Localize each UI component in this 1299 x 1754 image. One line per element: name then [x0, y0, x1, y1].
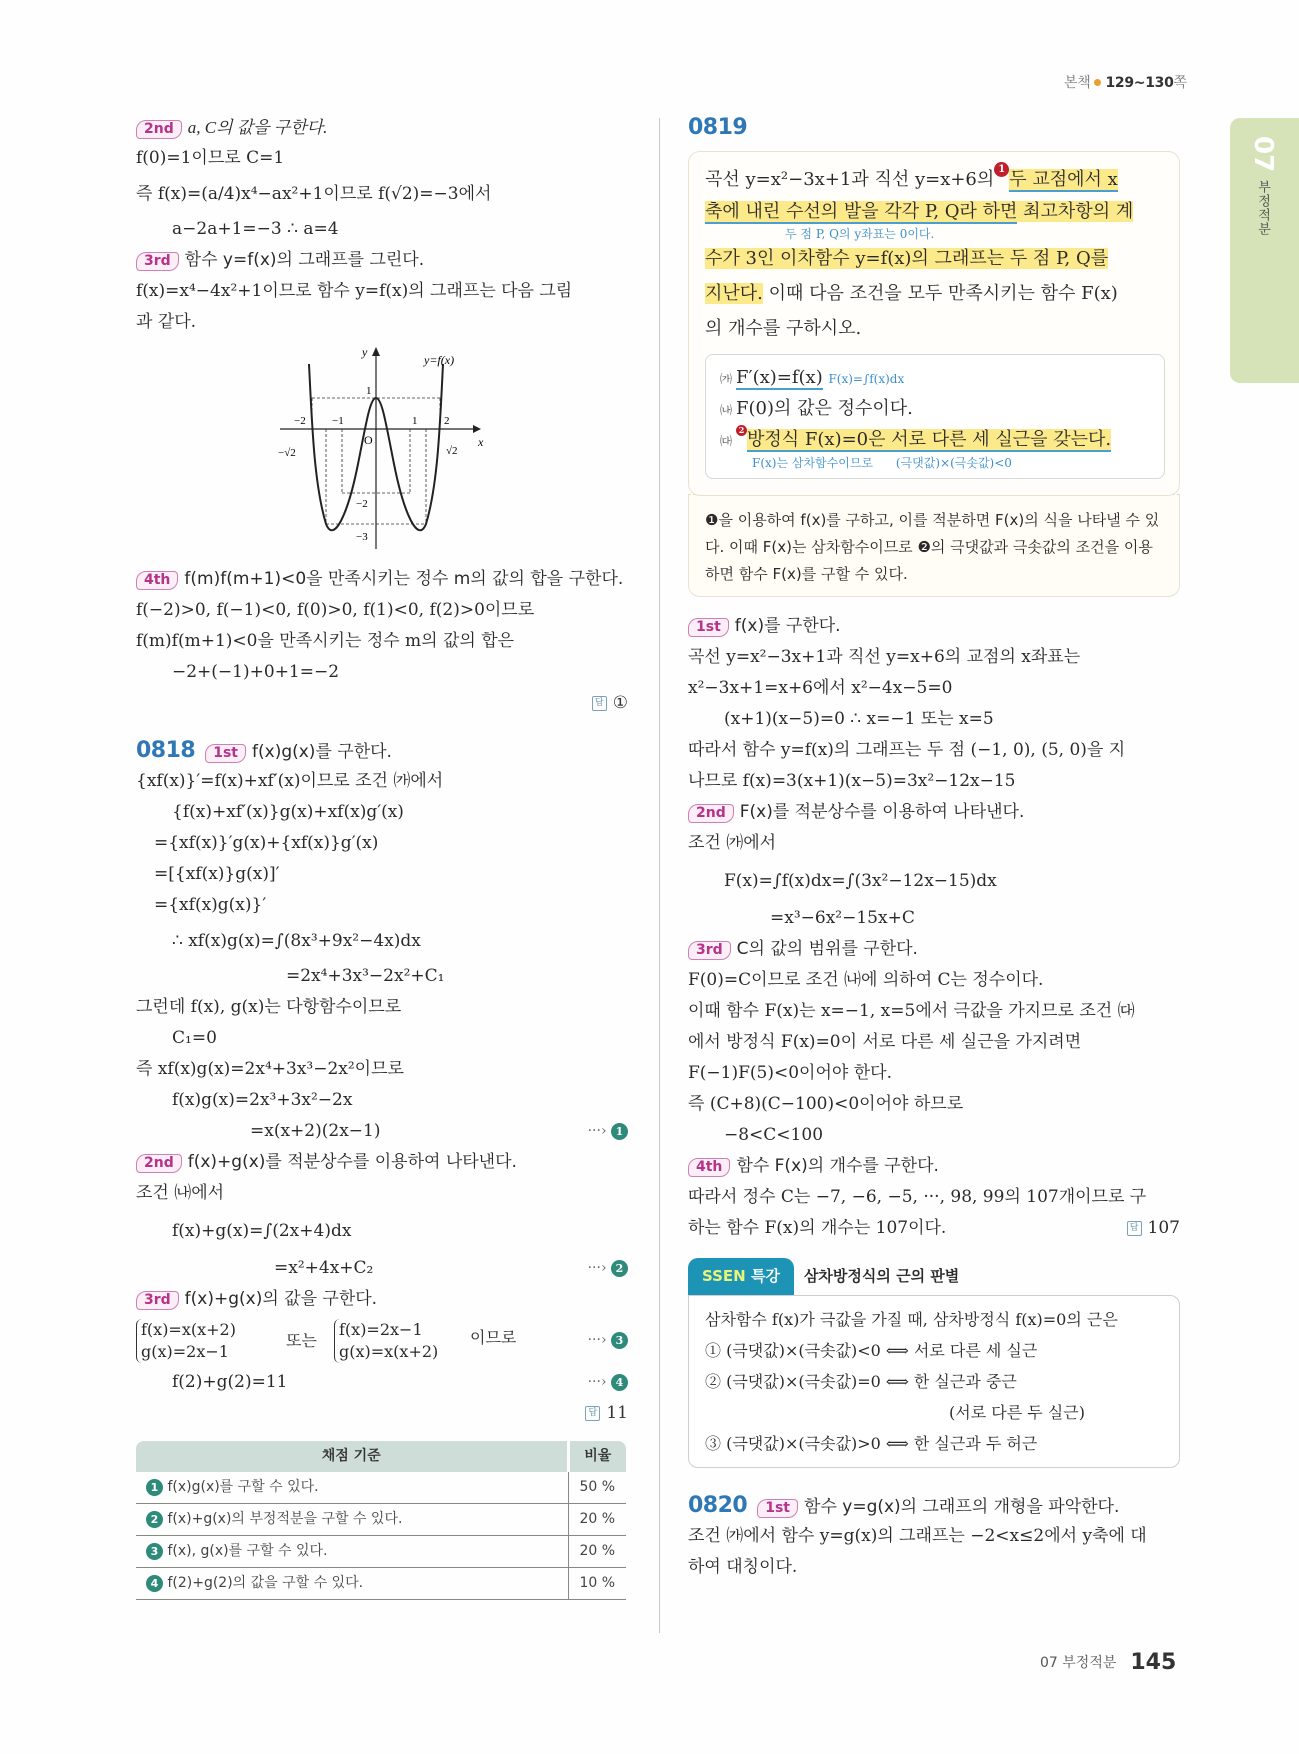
special-line: (서로 다른 두 실근)	[949, 1403, 1085, 1422]
condition-item	[720, 394, 1150, 425]
solution-line: f(x)=x⁴−4x²+1이므로 함수 y=f(x)의 그래프는 다음 그림	[136, 281, 573, 301]
table-row	[136, 1568, 626, 1600]
svg-text:x: x	[478, 435, 484, 449]
ref-label: 본책	[1064, 75, 1091, 91]
page-reference	[1064, 72, 1187, 92]
special-title: 삼차방정식의 근의 판별	[803, 1267, 960, 1285]
solution-line: (x+1)(x−5)=0 ∴ x=−1 또는 x=5	[724, 709, 994, 729]
problem-line	[705, 197, 1165, 227]
step-badge: 3rd	[136, 252, 179, 271]
question-number: 0818	[136, 738, 196, 763]
step-badge: 2nd	[136, 1154, 182, 1173]
problem-text: 이때 다음 조건을 모두 만족시키는 함수 F(x)	[762, 283, 1118, 304]
special-label: 특강	[745, 1267, 780, 1285]
step-badge: 3rd	[688, 941, 731, 960]
percent: 20 %	[568, 1536, 626, 1568]
highlighted-text: 방정식 F(x)=0은 서로 다른 세 실근을 갖는다.	[747, 429, 1112, 450]
equation: f(x)=2x−1	[339, 1320, 423, 1339]
step-title: f(x)를 구한다.	[734, 616, 841, 636]
solution-line: {xf(x)}′=f(x)+xf′(x)이므로 조건 ㈎에서	[136, 771, 444, 791]
answer-icon: 답	[592, 696, 607, 711]
suffix-text: 이므로	[470, 1328, 517, 1347]
solution-line	[136, 1116, 628, 1147]
solution-text: 하는 함수 F(x)의 개수는 107이다.	[688, 1218, 947, 1238]
percent: 50 %	[568, 1472, 626, 1504]
solution-line: =[{xf(x)}g(x)]′	[154, 864, 280, 884]
or-text: 또는	[286, 1331, 317, 1350]
conditions-box	[705, 354, 1165, 479]
criterion: f(x)g(x)를 구할 수 있다.	[167, 1479, 319, 1495]
footer-chapter: 07 부정적분	[1040, 1655, 1117, 1671]
marker-badge: 4	[611, 1374, 628, 1391]
ssen-tab	[688, 1258, 794, 1295]
table-row	[136, 1472, 626, 1504]
step-heading	[136, 245, 628, 276]
step-heading	[136, 112, 628, 143]
solution-line: {f(x)+xf′(x)}g(x)+xf(x)g′(x)	[172, 802, 404, 822]
table-row	[136, 1504, 626, 1536]
problem-box	[688, 151, 1180, 496]
solution-line: f(x)+g(x)=∫(2x+4)dx	[172, 1221, 352, 1241]
solution-line: F(0)=C이므로 조건 ㈏에 의하여 C는 정수이다.	[688, 970, 1044, 990]
hint-marker-1: 1	[994, 162, 1009, 177]
row-badge: 1	[146, 1479, 163, 1496]
problem-line	[705, 162, 1165, 197]
chapter-side-tab	[1230, 118, 1299, 383]
row-badge: 3	[146, 1543, 163, 1560]
svg-text:2: 2	[444, 415, 450, 427]
step-title: f(x)g(x)를 구한다.	[252, 742, 392, 762]
answer-icon: 답	[1127, 1221, 1142, 1236]
solution-line: ={xf(x)g(x)}′	[154, 895, 267, 915]
step-badge: 4th	[688, 1158, 730, 1177]
svg-text:O: O	[364, 433, 373, 447]
answer-value: 107	[1147, 1218, 1180, 1238]
solution-line: =x³−6x²−15x+C	[770, 908, 915, 928]
solution-line: 에서 방정식 F(x)=0이 서로 다른 세 실근을 가지려면	[688, 1032, 1082, 1052]
step-title: 함수 y=g(x)의 그래프의 개형을 파악한다.	[804, 1497, 1120, 1517]
function-graph	[136, 338, 628, 564]
page-footer	[1040, 1650, 1176, 1675]
special-box	[688, 1295, 1180, 1468]
marker-badge: 1	[611, 1123, 628, 1140]
question-heading	[136, 735, 628, 766]
question-number: 0819	[688, 115, 748, 140]
hint-marker-2: 2	[736, 425, 747, 436]
highlighted-text: 수가 3인 이차함수 y=f(x)의 그래프는 두 점 P, Q를	[705, 248, 1109, 269]
solution-line: ={xf(x)}′g(x)+{xf(x)}g′(x)	[154, 833, 379, 853]
step-title: a, C의 값을 구한다.	[187, 118, 328, 137]
solution-line: =2x⁴+3x³−2x²+C₁	[286, 966, 445, 986]
equation: g(x)=2x−1	[141, 1342, 229, 1361]
chapter-title: 부정적분	[1255, 180, 1270, 236]
solution-line: a−2a+1=−3 ∴ a=4	[172, 219, 339, 239]
step-badge: 1st	[688, 618, 729, 637]
solution-line: −2+(−1)+0+1=−2	[172, 662, 340, 682]
ref-pages: 129~130	[1105, 75, 1174, 91]
condition-item	[720, 425, 1150, 456]
condition-label: ㈎	[720, 372, 733, 386]
step-marker: ···› 1	[588, 1116, 628, 1147]
note-text: F(x)는 삼차함수이므로	[752, 456, 874, 470]
solution-line	[136, 1253, 628, 1284]
hint-box: ❶을 이용하여 f(x)를 구하고, 이를 적분하면 F(x)의 식을 나타낼 수 있다. 이때 F(x)는 삼차함수이므로 ❷의 극댓값과 극솟값의 조건을 이용하면 함수 F(x)를 구할 수 있다.	[688, 494, 1180, 597]
solution-line: C₁=0	[172, 1028, 217, 1048]
question-number: 0820	[688, 1493, 748, 1518]
solution-line: 즉 (C+8)(C−100)<0이어야 하므로	[688, 1094, 964, 1114]
highlighted-text: 최고차항의 계	[1017, 201, 1134, 222]
ref-suffix: 쪽	[1173, 75, 1187, 91]
ssen-special-section	[688, 1258, 1180, 1468]
annotation-note: 두 점 P, Q의 y좌표는 0이다.	[785, 227, 935, 241]
svg-text:−2: −2	[294, 415, 306, 427]
svg-text:−1: −1	[332, 415, 344, 427]
solution-line: 조건 ㈏에서	[136, 1183, 225, 1203]
left-column	[136, 112, 628, 1600]
solution-line: F(−1)F(5)<0이어야 한다.	[688, 1063, 892, 1083]
solution-text: =x²+4x+C₂	[274, 1258, 374, 1278]
solution-line	[136, 1367, 628, 1398]
highlighted-text: 두 교점에서 x	[1009, 169, 1118, 190]
column-divider	[659, 118, 660, 1633]
bullet-icon	[1094, 79, 1101, 86]
annotation-note: F(x)=∫f(x)dx	[828, 372, 905, 386]
step-badge: 1st	[205, 744, 246, 763]
criterion: f(2)+g(2)의 값을 구할 수 있다.	[167, 1575, 364, 1591]
solution-line: 즉 xf(x)g(x)=2x⁴+3x³−2x²이므로	[136, 1059, 404, 1079]
solution-line: x²−3x+1=x+6에서 x²−4x−5=0	[688, 678, 953, 698]
step-marker: ···› 2	[588, 1253, 628, 1284]
condition-item	[720, 363, 1150, 394]
step-badge: 2nd	[136, 120, 182, 139]
percent: 20 %	[568, 1504, 626, 1536]
question-heading	[688, 112, 1180, 143]
row-badge: 2	[146, 1511, 163, 1528]
note-text: (극댓값)×(극솟값)<0	[895, 456, 1012, 470]
step-badge: 2nd	[688, 804, 734, 823]
svg-text:y=f(x): y=f(x)	[424, 353, 455, 367]
step-title: f(x)+g(x)를 적분상수를 이용하여 나타낸다.	[187, 1152, 517, 1172]
step-badge: 4th	[136, 571, 178, 590]
answer-line	[136, 1398, 628, 1429]
table-header: 비율	[568, 1441, 626, 1472]
grading-table	[136, 1441, 626, 1600]
step-badge: 3rd	[136, 1291, 179, 1310]
question-heading	[688, 1490, 1180, 1521]
solution-line: 따라서 함수 y=f(x)의 그래프는 두 점 (−1, 0), (5, 0)을 지	[688, 740, 1126, 760]
special-line: ② (극댓값)×(극솟값)=0 ⟺ 한 실근과 중근	[705, 1372, 1017, 1391]
page-number: 145	[1130, 1650, 1177, 1675]
svg-text:−√2: −√2	[278, 447, 296, 459]
special-header	[688, 1258, 1180, 1295]
step-title: f(m)f(m+1)<0을 만족시키는 정수 m의 값의 합을 구한다.	[184, 569, 624, 589]
condition-text: F(0)의 값은 정수이다.	[736, 398, 913, 419]
special-line: 삼차함수 f(x)가 극값을 가질 때, 삼차방정식 f(x)=0의 근은	[705, 1310, 1118, 1329]
svg-text:1: 1	[412, 415, 418, 427]
highlighted-text: 지난다.	[705, 283, 763, 304]
svg-text:−2: −2	[356, 498, 368, 510]
problem-text: 곡선 y=x²−3x+1과 직선 y=x+6의	[705, 169, 995, 190]
problem-line	[705, 241, 1165, 276]
solution-text: f(2)+g(2)=11	[172, 1372, 288, 1392]
answer-icon: 답	[585, 1406, 600, 1421]
solution-line: 조건 ㈎에서	[688, 833, 777, 853]
equation: f(x)=x(x+2)	[141, 1320, 236, 1339]
step-title: C의 값의 범위를 구한다.	[736, 939, 918, 959]
solution-line: 그런데 f(x), g(x)는 다항함수이므로	[136, 997, 402, 1017]
step-heading	[688, 797, 1180, 828]
step-heading	[688, 1151, 1180, 1182]
solution-line: 과 같다.	[136, 312, 197, 332]
special-line: ① (극댓값)×(극솟값)<0 ⟺ 서로 다른 세 실근	[705, 1341, 1038, 1360]
solution-line: ∴ xf(x)g(x)=∫(8x³+9x²−4x)dx	[172, 931, 421, 951]
percent: 10 %	[568, 1568, 626, 1600]
step-heading	[136, 1284, 628, 1315]
step-marker: ···› 4	[588, 1367, 628, 1398]
table-row	[136, 1536, 626, 1568]
ssen-label: SSEN	[702, 1267, 746, 1285]
condition-label: ㈐	[720, 434, 733, 448]
solution-line: f(−2)>0, f(−1)<0, f(0)>0, f(1)<0, f(2)>0이므로	[136, 600, 535, 620]
svg-text:√2: √2	[446, 445, 458, 457]
step-title: F(x)를 적분상수를 이용하여 나타낸다.	[739, 802, 1025, 822]
highlighted-text: 축에 내린 수선의 발을 각각 P, Q라 하면	[705, 201, 1018, 222]
chapter-number: 07	[1248, 136, 1278, 173]
step-badge: 1st	[757, 1499, 798, 1518]
solution-line: 조건 ㈎에서 함수 y=g(x)의 그래프는 −2<x≤2에서 y축에 대	[688, 1526, 1147, 1546]
solution-line: 즉 f(x)=(a/4)x⁴−ax²+1이므로 f(√2)=−3에서	[136, 184, 492, 204]
table-header: 채점 기준	[136, 1441, 568, 1472]
solution-line: 이때 함수 F(x)는 x=−1, x=5에서 극값을 가지므로 조건 ㈐	[688, 1001, 1135, 1021]
criterion: f(x)+g(x)의 부정적분을 구할 수 있다.	[167, 1511, 403, 1527]
equation-system	[136, 1315, 628, 1367]
system-right	[334, 1319, 438, 1363]
solution-line: f(0)=1이므로 C=1	[136, 148, 285, 168]
svg-text:y: y	[362, 345, 368, 359]
step-heading	[136, 1147, 628, 1178]
step-heading	[688, 934, 1180, 965]
step-heading	[136, 564, 628, 595]
problem-line: 의 개수를 구하시오.	[705, 318, 862, 339]
solution-text: =x(x+2)(2x−1)	[250, 1121, 381, 1141]
step-title: 함수 F(x)의 개수를 구한다.	[736, 1156, 939, 1176]
solution-line	[688, 1213, 1180, 1244]
right-column	[688, 112, 1180, 1583]
quartic-graph	[276, 344, 496, 554]
solution-line: 나므로 f(x)=3(x+1)(x−5)=3x²−12x−15	[688, 771, 1016, 791]
solution-line: −8<C<100	[724, 1125, 824, 1145]
row-badge: 4	[146, 1575, 163, 1592]
solution-line: F(x)=∫f(x)dx=∫(3x²−12x−15)dx	[724, 871, 997, 891]
answer-line	[136, 688, 628, 719]
problem-line	[705, 276, 1165, 311]
answer-value: 11	[606, 1403, 628, 1423]
answer-value: ①	[612, 693, 628, 713]
condition-text: F′(x)=f(x)	[736, 367, 823, 388]
marker-badge: 3	[611, 1332, 628, 1349]
equation: g(x)=x(x+2)	[339, 1342, 439, 1361]
solution-line: f(m)f(m+1)<0을 만족시키는 정수 m의 값의 합은	[136, 631, 515, 651]
solution-line: 곡선 y=x²−3x+1과 직선 y=x+6의 교점의 x좌표는	[688, 647, 1081, 667]
svg-text:1: 1	[366, 385, 372, 397]
solution-line: 따라서 정수 C는 −7, −6, −5, ···, 98, 99의 107개이므로 구	[688, 1187, 1147, 1207]
marker-badge: 2	[611, 1260, 628, 1277]
annotation-note	[720, 456, 1150, 470]
svg-text:−3: −3	[356, 531, 368, 543]
solution-line: f(x)g(x)=2x³+3x²−2x	[172, 1090, 353, 1110]
step-title: f(x)+g(x)의 값을 구한다.	[184, 1289, 378, 1309]
step-marker: ···› 3	[588, 1329, 628, 1351]
system-left	[136, 1319, 236, 1363]
condition-label: ㈏	[720, 403, 733, 417]
step-heading	[688, 611, 1180, 642]
solution-line: 하여 대칭이다.	[688, 1557, 798, 1577]
special-line: ③ (극댓값)×(극솟값)>0 ⟺ 한 실근과 두 허근	[705, 1434, 1038, 1453]
step-title: 함수 y=f(x)의 그래프를 그린다.	[184, 250, 425, 270]
criterion: f(x), g(x)를 구할 수 있다.	[167, 1543, 328, 1559]
